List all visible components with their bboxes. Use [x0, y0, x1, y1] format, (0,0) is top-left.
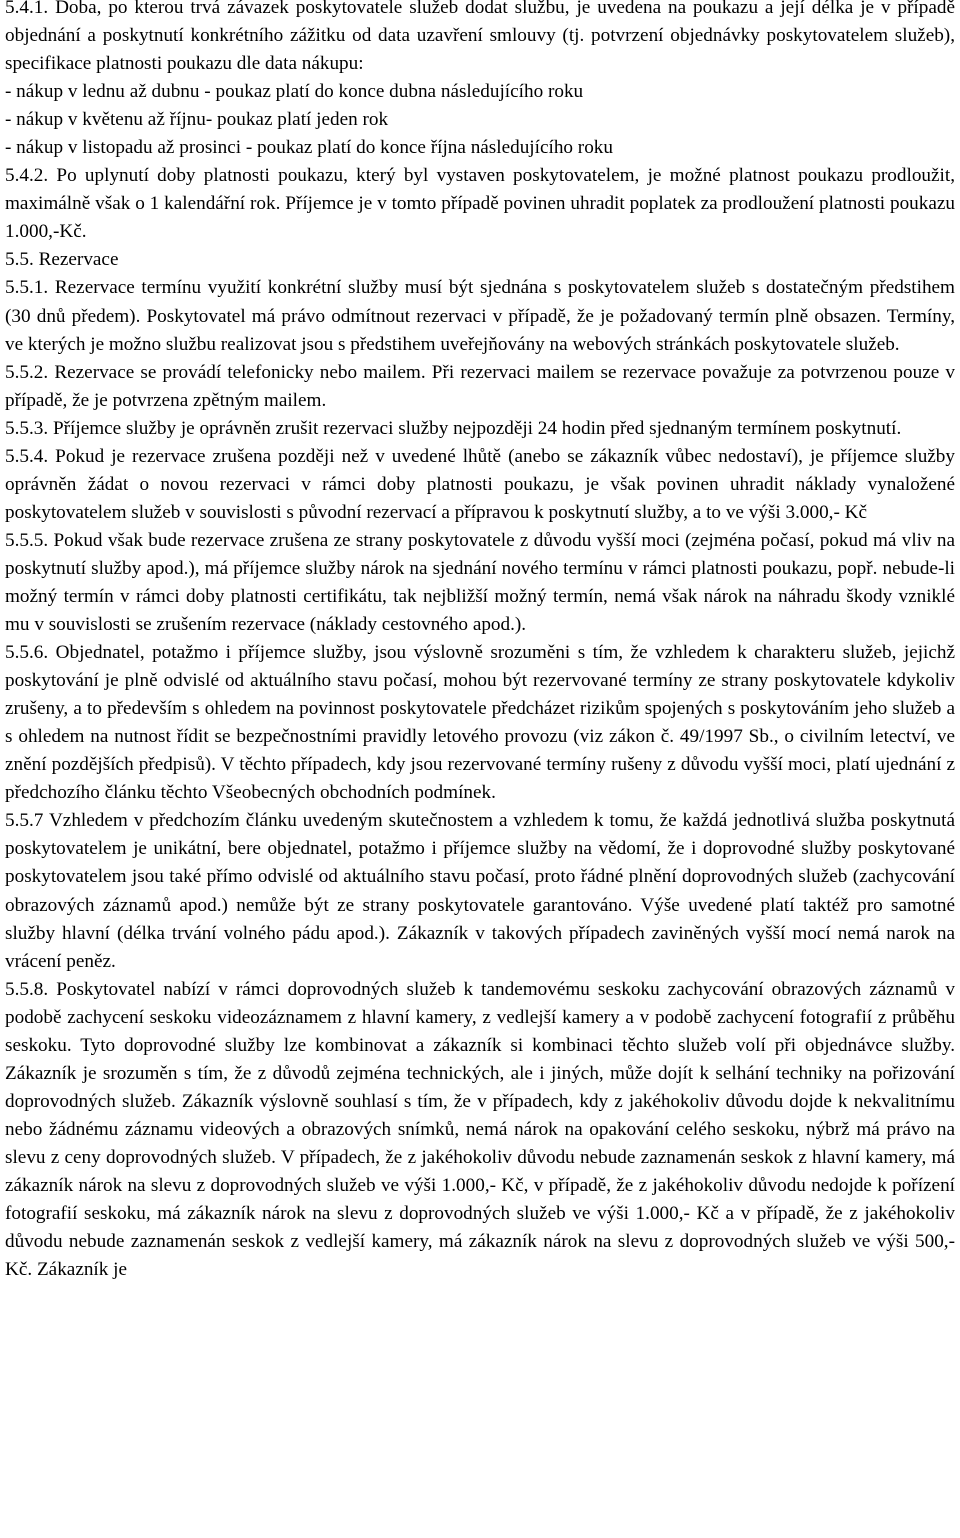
clause-5-4-1: 5.4.1. Doba, po kterou trvá závazek poskytovatele služeb dodat službu, je uvedena na poukazu a její délka je v případě objednání a poskytnutí konkrétního zážitku od data uzavření smlouvy (tj. potvrzení objednávky poskytovatelem služeb), specifikace platnosti poukazu dle data nákupu: — [5, 0, 955, 75]
list-item-january-april: - nákup v lednu až dubnu - poukaz platí do konce dubna následujícího roku — [5, 81, 584, 103]
clause-5-5-5: 5.5.5. Pokud však bude rezervace zrušena ze strany poskytovatele z důvodu vyšší moci (zejména počasí, pokud má vliv na poskytnutí služby apod.), má příjemce služby nárok na sjednání nového termínu v rámci platnosti poukazu, popř. nebude-li možný termín v rámci doby platnosti certifikátu, tak nejbližší možný termín, nemá však nárok na náhradu škody vzniklé mu v souvislosti se zrušením rezervace (náklady cestovného apod.). — [5, 529, 955, 636]
clause-5-4-2: 5.4.2. Po uplynutí doby platnosti poukazu, který byl vystaven poskytovatelem, je možné platnost poukazu prodloužit, maximálně však o 1 kalendářní rok. Příjemce je v tomto případě povinen uhradit poplatek za prodloužení platnosti poukazu 1.000,-Kč. — [5, 165, 955, 243]
clause-5-5-8: 5.5.8. Poskytovatel nabízí v rámci doprovodných služeb k tandemovému seskoku zachycování obrazových záznamů v podobě zachycení seskoku videozáznamem z hlavní kamery, z vedlejší kamery a v podobě zachycení fotografií z průběhu seskoku. Tyto doprovodné služby lze kombinovat a zákazník si kombinaci těchto služeb volí při objednávce služby. Zákazník je srozuměn s tím, že z důvodů zejména technických, ale i jiných, může dojít k selhání techniky na pořizování doprovodných služeb. Zákazník výslovně souhlasí s tím, že v případech, kdy z jakéhokoliv důvodu dojde k nekvalitnímu nebo žádnému záznamu videových a obrazových snímků, nemá nárok na opakování celého seskoku, nýbrž má právo na slevu z ceny doprovodných služeb. V případech, že z jakéhokoliv důvodu nebude zaznamenán seskok z hlavní kamery, má zákazník nárok na slevu z doprovodných služeb ve výši 1.000,- Kč, v případě, že z jakéhokoliv důvodu nedojde k pořízení fotografií seskoku, má zákazník nárok na slevu z doprovodných služeb ve výši 1.000,- Kč a v případě, že z jakéhokoliv důvodu nebude zaznamenán seskok z vedlejší kamery, má zákazník nárok na slevu z doprovodných služeb ve výši 500,- Kč. Zákazník je — [5, 978, 955, 1281]
clause-5-5-7: 5.5.7 Vzhledem v předchozím článku uvedeným skutečnostem a vzhledem k tomu, že každá jednotlivá služba poskytnutá poskytovatelem je unikátní, bere objednatel, potažmo i příjemce služby na vědomí, že i doprovodné služby poskytované poskytovatelem jsou také přímo odvislé od aktuálního stavu počasí, proto řádné plnění doprovodných služeb (zachycování obrazových záznamů apod.) nemůže být ze strany poskytovatele garantováno. Výše uvedené platí taktéž pro samotné služby hlavní (délka trvání volného pádu apod.). Zákazník v takových případech zaviněných vyšší mocí nemá narok na vrácení peněz. — [5, 810, 955, 972]
list-item-november-december: - nákup v listopadu až prosinci - poukaz platí do konce října následujícího roku — [5, 137, 613, 159]
clause-5-5-3: 5.5.3. Příjemce služby je oprávněn zrušit rezervaci služby nejpozději 24 hodin před sjednaným termínem poskytnutí. — [5, 417, 902, 439]
document-body — [5, 0, 955, 1284]
clause-5-5-2: 5.5.2. Rezervace se provádí telefonicky nebo mailem. Při rezervaci mailem se rezervace považuje za potvrzenou pouze v případě, že je potvrzena zpětným mailem. — [5, 361, 955, 411]
section-heading-reservations: 5.5. Rezervace — [5, 249, 119, 271]
clause-5-5-6: 5.5.6. Objednatel, potažmo i příjemce služby, jsou výslovně srozuměni s tím, že vzhledem k charakteru služeb, jejichž poskytování je plně odvislé od aktuálního stavu počasí, mohou být rezervované termíny ze strany poskytovatele kdykoliv zrušeny, a to především s ohledem na povinnost poskytovatele předcházet rizikům spojených s poskytováním jeho služeb a s ohledem na nutnost řídit se bezpečnostními pravidly letového provozu (viz zákon č. 49/1997 Sb., o civilním letectví, ve znění pozdějších předpisů). V těchto případech, kdy jsou rezervované termíny rušeny z důvodu vyšší moci, platí ujednání z předchozího článku těchto Všeobecných obchodních podmínek. — [5, 642, 955, 804]
clause-5-5-4: 5.5.4. Pokud je rezervace zrušena později než v uvedené lhůtě (anebo se zákazník vůbec nedostaví), je příjemce služby oprávněn žádat o novou rezervaci v rámci doby platnosti poukazu, je však povinen uhradit náklady vynaložené poskytovatelem služeb v souvislosti s původní rezervací a přípravou k poskytnutí služby, a to ve výši 3.000,- Kč — [5, 445, 955, 523]
list-item-may-october: - nákup v květenu až říjnu- poukaz platí jeden rok — [5, 109, 389, 131]
clause-5-5-1: 5.5.1. Rezervace termínu využití konkrétní služby musí být sjednána s poskytovatelem služeb s dostatečným předstihem (30 dnů předem). Poskytovatel má právo odmítnout rezervaci v případě, že je požadovaný termín plně obsazen. Termíny, ve kterých je možno službu realizovat jsou s předstihem uveřejňovány na webových stránkách poskytovatele služeb. — [5, 277, 955, 355]
